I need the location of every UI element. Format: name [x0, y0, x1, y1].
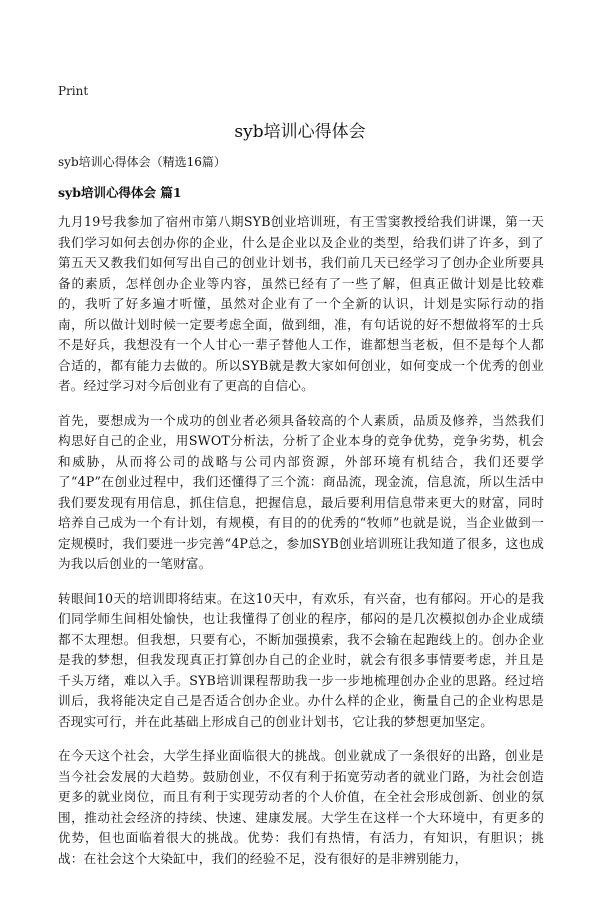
print-label[interactable]: Print: [58, 84, 89, 98]
paragraph-2: 首先，要想成为一个成功的创业者必须具备较高的个人素质，品质及修养，当然我们构思好自己的企业，用SWOT分析法，分析了企业本身的竞争优势，竞争劣势，机会和威胁，从而将公司的战略与公司内部资源，外部环境有机结合，我们还要学了“4P”在创业过程中，我们还懂得了三个流：商品流，现金流，信息流，所以生活中我们要发现有用信息，抓住信息，把握信息，最后要利用信息带来更大的财富，同时培养自己成为一个有计划，有规模，有目的的优秀的“牧师”也就是说，当企业做到一定规模时，我们要进一步完善“4P总之，参加SYB创业培训班让我知道了很多，这也成为我以后创业的一笔财富。: [58, 412, 544, 571]
section-heading: syb培训心得体会 篇1: [58, 185, 182, 200]
paragraph-4: 在今天这个社会，大学生择业面临很大的挑战。创业就成了一条很好的出路，创业是当今社会发展的大趋势。鼓励创业，不仅有利于拓宽劳动者的就业门路，为社会创造更多的就业岗位，而且有利于实现劳动者的个人价值，在全社会形成创新、创业的氛围，推动社会经济的持续、快速、建康发展。大学生在这样一个大环境中，有更多的优势，但也面临着很大的挑战。优势：我们有热情，有活力，有知识，有胆识；挑战：在社会这个大染缸中，我们的经验不足，没有很好的是非辨别能力，: [58, 748, 544, 866]
document-subtitle: syb培训心得体会（精选16篇）: [58, 155, 226, 169]
body-text: [58, 212, 544, 883]
paragraph-3: 转眼间10天的培训即将结束。在这10天中，有欢乐，有兴奋，也有郁闷。开心的是我们同学师生间相处愉快，也让我懂得了创业的程序，郁闷的是几次模拟创办企业成绩都不太理想。但我想，只要有心，不断加强摸索，我不会输在起跑线上的。创办企业是我的梦想，但我发现真正打算创办自己的企业时，就会有很多事情要考虑，并且是千头万绪，难以入手。SYB培训课程帮助我一步一步地梳理创办企业的思路。经过培训后，我将能决定自己是否适合创办企业。办什么样的企业，衡量自己的企业构思是否现实可行，并在此基础上形成自己的创业计划书，它让我的梦想更加坚定。: [58, 590, 544, 729]
document-title: syb培训心得体会: [234, 122, 366, 142]
paragraph-1: 九月19号我参加了宿州市第八期SYB创业培训班，有王雪窦教授给我们讲课，第一天我们学习如何去创办你的企业，什么是企业以及企业的类型，给我们讲了许多，到了第五天又教我们如何写出自己的创业计划书，我们前几天已经学习了创办企业所要具备的素质，怎样创办企业等内容，虽然已经有了一些了解，但真正做计划是比较难的，我听了好多遍才听懂，虽然对企业有了一个全新的认识，计划是实际行动的指南，所以做计划时候一定要考虑全面，做到细，准，有句话说的好不想做将军的士兵不是好兵，我想没有一个人甘心一辈子替他人工作，谁都想当老板，但不是每个人都合适的，都有能力去做的。所以SYB就是教大家如何创业，如何变成一个优秀的创业者。经过学习对今后创业有了更高的自信心。: [58, 214, 544, 393]
